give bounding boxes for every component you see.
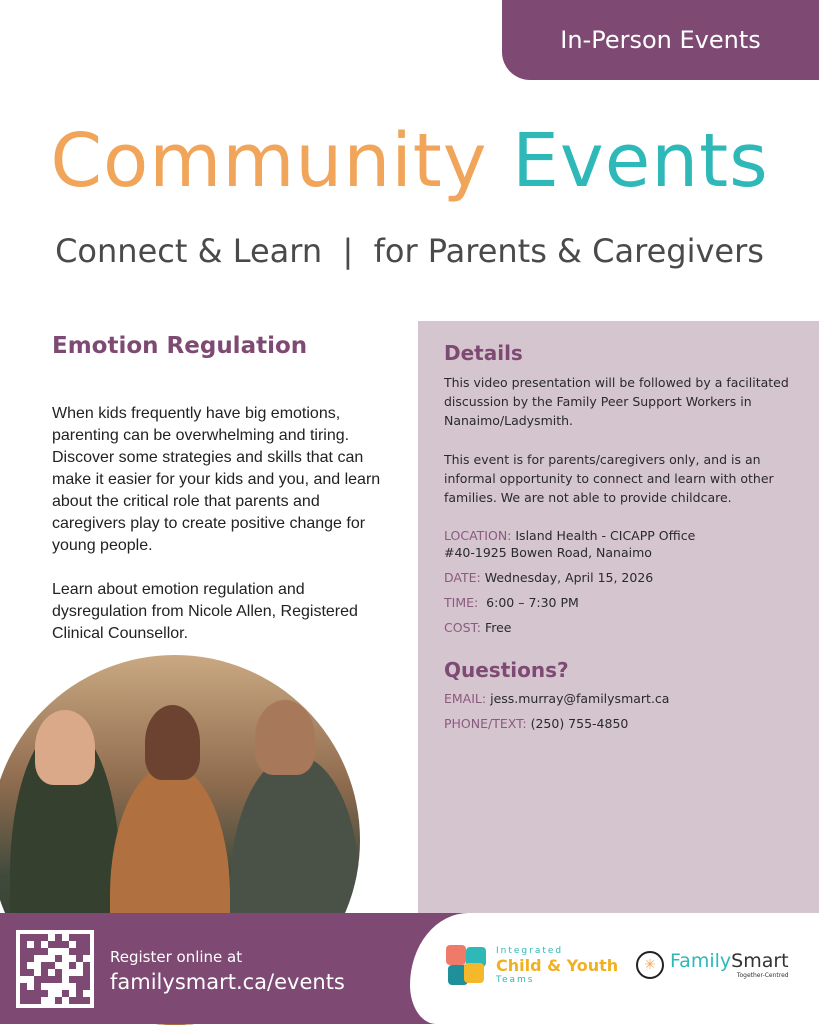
logo1-top: Integrated (496, 946, 564, 956)
title-community: Community (50, 118, 488, 204)
register-url[interactable]: familysmart.ca/events (110, 970, 345, 994)
in-person-events-tab: In-Person Events (502, 0, 819, 80)
title-events: Events (512, 118, 769, 204)
details-panel (418, 321, 819, 913)
date-row (444, 569, 799, 586)
subtitle: Connect & Learn | for Parents & Caregivers (55, 232, 764, 270)
hands-icon (446, 945, 488, 987)
details-paragraph-1: This video presentation will be followed by a facilitated discussion by the Family Peer Support Workers in Nanaimo/Ladysmith. (444, 375, 789, 428)
familysmart-emblem-icon: ✳ (636, 951, 664, 979)
page-title (0, 118, 819, 204)
phone-link[interactable]: (250) 755-4850 (530, 716, 629, 731)
qr-code[interactable] (16, 930, 94, 1008)
details-paragraph-2: This event is for parents/caregivers only, and is an informal opportunity to connect and learn with other families. We are not able to provide childcare. (444, 452, 774, 505)
time-label: TIME: (444, 595, 479, 610)
familysmart-logo (636, 950, 789, 979)
date-value: Wednesday, April 15, 2026 (484, 570, 654, 585)
phone-row (444, 715, 799, 732)
cost-row (444, 619, 799, 636)
time-row (444, 594, 799, 611)
logo1-bot: Teams (496, 975, 535, 985)
register-label: Register online at (110, 948, 243, 966)
address-value: #40-1925 Bowen Road, Nanaimo (444, 545, 652, 560)
location-value: Island Health - CICAPP Office (515, 528, 696, 543)
questions-heading: Questions? (444, 658, 569, 682)
time-value: 6:00 – 7:30 PM (486, 595, 579, 610)
location-row (444, 527, 799, 561)
email-link[interactable]: jess.murray@familysmart.ca (490, 691, 670, 706)
logo2-tagline: Together-Centred (736, 972, 789, 979)
speaker-paragraph: Learn about emotion regulation and dysregulation from Nicole Allen, Registered Clinical Counsellor. (52, 581, 358, 642)
event-heading: Emotion Regulation (52, 333, 308, 359)
logo2-family: Family (670, 950, 732, 972)
email-row (444, 690, 799, 707)
logo2-smart: Smart (731, 950, 789, 972)
logo1-mid: Child & Youth (496, 956, 619, 975)
event-description (52, 333, 397, 667)
details-heading: Details (444, 341, 523, 365)
integrated-child-youth-teams-logo (446, 945, 618, 987)
location-label: LOCATION: (444, 528, 512, 543)
description-paragraph: When kids frequently have big emotions, parenting can be overwhelming and tiring. Discover some strategies and skills that can make it easier for your kids and you, and learn about the critical role that parents and caregivers play to create positive change for young people. (52, 405, 381, 554)
email-label: EMAIL: (444, 691, 487, 706)
date-label: DATE: (444, 570, 481, 585)
cost-label: COST: (444, 620, 481, 635)
cost-value: Free (484, 620, 512, 635)
phone-label: PHONE/TEXT: (444, 716, 527, 731)
